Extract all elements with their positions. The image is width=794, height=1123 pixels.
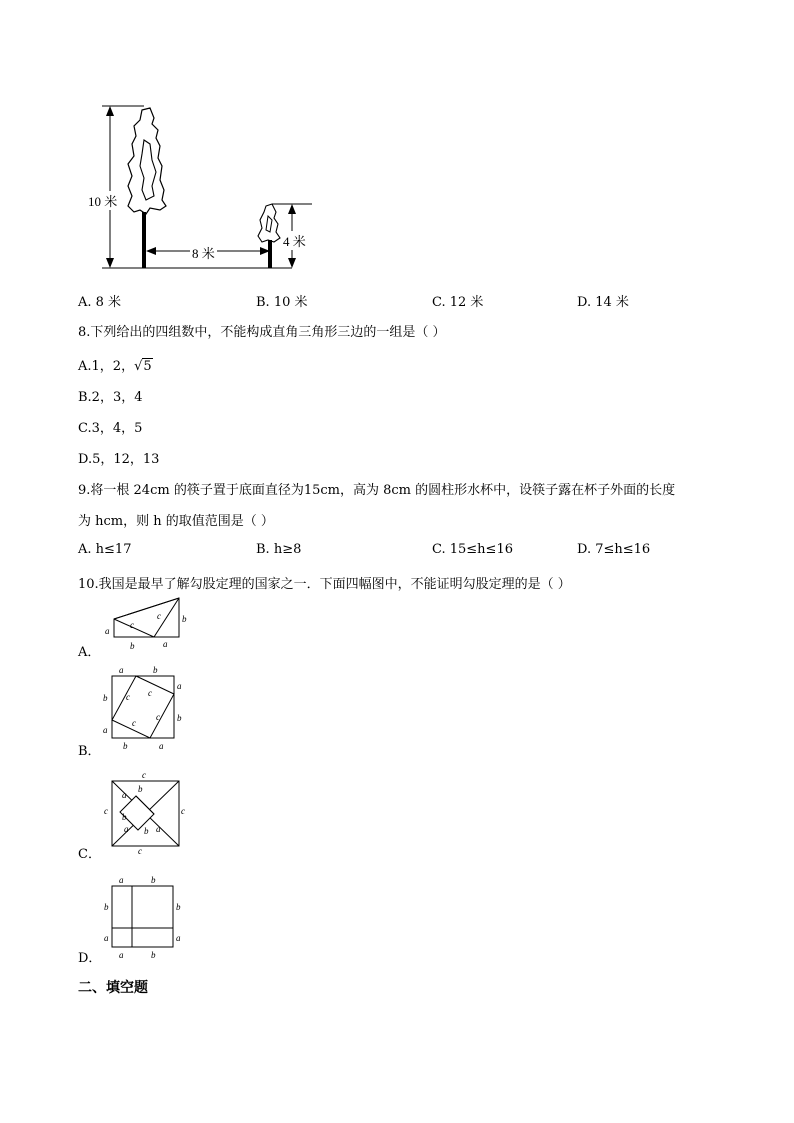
fig-d-right-b: b — [176, 902, 181, 912]
fig-d-right-a: a — [176, 933, 181, 943]
fig-b-c1: c — [126, 692, 130, 702]
q9-option-d: D. 7≤h≤16 — [577, 542, 651, 557]
q10-stem: 10.我国是最早了解勾股定理的国家之一．下面四幅图中，不能证明勾股定理的是（ ） — [78, 577, 571, 592]
fig-c-bottom-c: c — [138, 846, 142, 856]
q9-stem-line1: 9.将一根 24cm 的筷子置于底面直径为15cm，高为 8cm 的圆柱形水杯中，设筷子露在杯子外面的长度 — [78, 483, 676, 498]
tree-gap-label: 8 米 — [190, 243, 217, 262]
q9-stem-line2: 为 hcm，则 h 的取值范围是（ ） — [78, 514, 274, 529]
fig-b-c3: c — [156, 712, 160, 722]
q8-stem: 8.下列给出的四组数中，不能构成直角三角形三边的一组是（ ） — [78, 325, 446, 340]
fig-d-bottom-a: a — [119, 950, 124, 960]
fig-d-left-b: b — [104, 902, 109, 912]
fig-d-bottom-b: b — [151, 950, 156, 960]
q7-option-c: C. 12 米 — [432, 295, 484, 310]
tall-tree-crown — [128, 108, 166, 214]
fig-b-right-b: b — [177, 713, 182, 723]
figure-c-square — [98, 768, 190, 858]
fig-c-b2: b — [122, 812, 127, 822]
small-tree-trunk — [268, 240, 272, 268]
fig-c-b3: b — [144, 826, 149, 836]
q9-option-b: B. h≥8 — [256, 542, 302, 557]
fig-c-a2: a — [124, 824, 129, 834]
q10-option-d-label: D． — [78, 951, 102, 966]
fig-a-label-b2: b — [130, 641, 135, 651]
fig-c-b1: b — [138, 784, 143, 794]
fig-c-right-c: c — [181, 806, 185, 816]
section-title: 二、填空题 — [78, 980, 148, 996]
fig-b-top-b: b — [153, 665, 158, 675]
fig-b-bottom-a: a — [159, 741, 164, 751]
q8-option-c: C.3，4，5 — [78, 421, 143, 436]
fig-b-c4: c — [132, 718, 136, 728]
q9-option-a: A. h≤17 — [78, 542, 132, 557]
fig-c-left-c: c — [104, 806, 108, 816]
small-tree-height-label: 4 米 — [282, 231, 307, 250]
figure-d-square — [98, 872, 190, 962]
q7-option-d: D. 14 米 — [577, 295, 629, 310]
q8-option-b: B.2，3，4 — [78, 390, 143, 405]
fig-c-a1: a — [122, 790, 127, 800]
q10-option-b-label: B． — [78, 744, 101, 759]
fig-a-label-c2: c — [157, 611, 161, 621]
fig-a-label-a: a — [105, 626, 110, 636]
fig-a-label-a2: a — [163, 639, 168, 649]
figure-b-square — [98, 664, 190, 754]
fig-c-a3: a — [156, 824, 161, 834]
figure-a-trapezoid — [100, 594, 195, 654]
fig-b-left-b: b — [103, 693, 108, 703]
fig-b-right-a: a — [177, 681, 182, 691]
fig-b-bottom-b: b — [123, 741, 128, 751]
tall-tree-trunk — [142, 212, 146, 268]
q8-option-a-radicand: 5 — [143, 359, 152, 374]
q7-option-a: A. 8 米 — [78, 295, 122, 310]
q8-option-a — [78, 355, 153, 374]
fig-b-c2: c — [148, 688, 152, 698]
fig-d-top-b: b — [151, 875, 156, 885]
q8-option-a-prefix: A.1，2， — [78, 359, 135, 374]
fig-a-label-c1: c — [130, 620, 134, 630]
fig-c-top-c: c — [142, 770, 146, 780]
fig-b-top-a: a — [119, 665, 124, 675]
q9-option-c: C. 15≤h≤16 — [432, 542, 513, 557]
fig-a-label-b: b — [182, 614, 187, 624]
q8-option-d: D.5，12，13 — [78, 452, 160, 467]
fig-d-left-a: a — [104, 933, 109, 943]
small-tree-crown — [258, 204, 280, 242]
fig-d-top-a: a — [119, 875, 124, 885]
sqrt-sign: √5 — [134, 359, 152, 374]
q10-option-c-label: C． — [78, 847, 101, 862]
q10-option-a-label: A． — [78, 645, 101, 660]
tall-tree-height-label: 10 米 — [87, 191, 118, 210]
fig-b-left-a: a — [103, 725, 108, 735]
q7-option-b: B. 10 米 — [256, 295, 308, 310]
